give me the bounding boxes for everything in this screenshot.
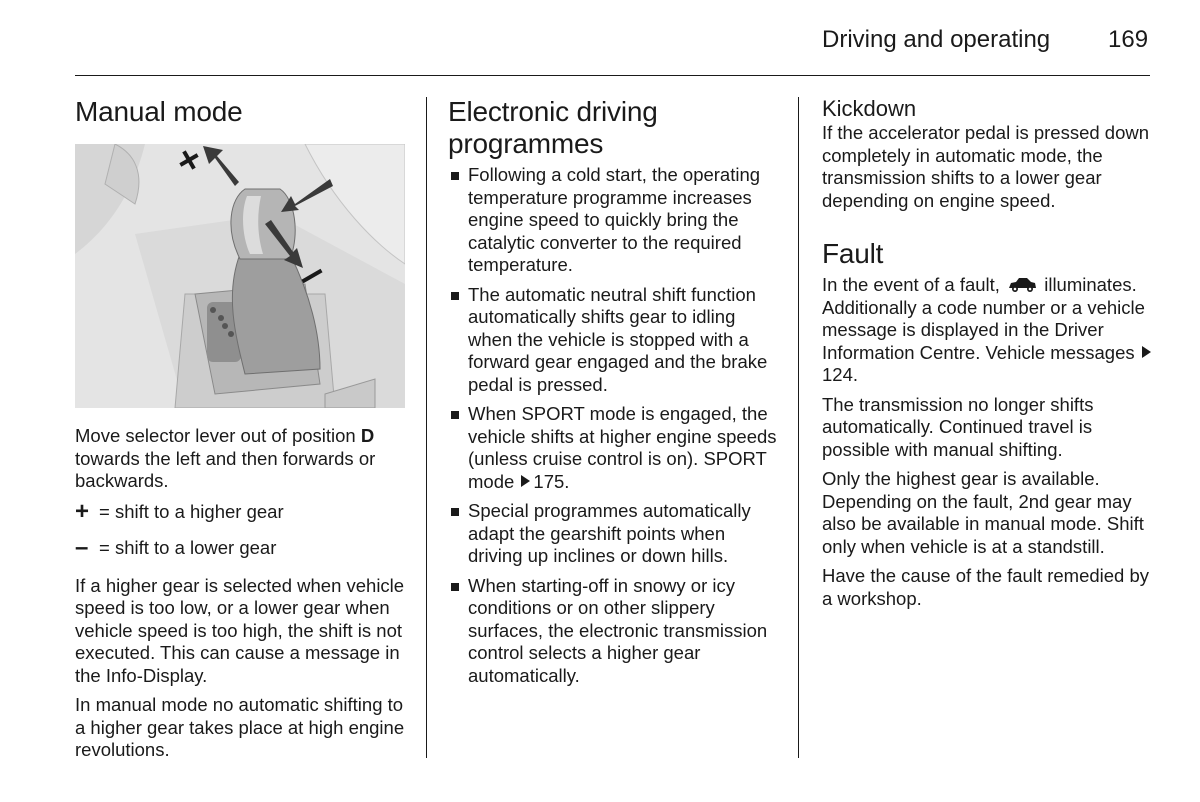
fault-heading: Fault [822,238,884,269]
fault-text-b: illuminates. Additionally a code number or a vehicle message is displayed in the Driver Information Centre. Vehicle messages [822,274,1145,363]
section-title: Driving and operating [822,26,1051,53]
page-reference-icon [1142,346,1151,358]
list-item: When starting-off in snowy or icy conditions or on other slippery surfaces, the electronic transmission control selects a higher gear automatically. [448,575,783,688]
list-item-text: When SPORT mode is engaged, the vehicle shifts at higher engine speeds (unless cruise control is on). SPORT mode [468,403,777,492]
page-reference: 124. [822,364,859,385]
intro-text-2: towards the left and then forwards or backwards. [75,447,376,491]
column-divider-2 [798,97,799,758]
fault-text-a: In the event of a fault, [822,274,1006,295]
high-revs-paragraph: In manual mode no automatic shifting to a higher gear takes place at high engine revolutions. [75,694,405,760]
plus-symbol: + [75,497,90,525]
page-reference: 175. [533,470,570,492]
plus-legend-text: = shift to a higher gear [99,500,284,522]
kickdown-heading: Kickdown [822,96,917,121]
intro-paragraph [75,425,410,493]
list-item: Following a cold start, the operating temperature programme increases engine speed to quickly bring the catalytic converter to the required temperature. [448,164,783,277]
programmes-list [448,164,783,687]
minus-symbol: – [75,533,89,561]
fault-paragraph-3: Only the highest gear is available. Depending on the fault, 2nd gear may also be available in manual mode. Shift only when vehicle is at a standstill. [822,468,1144,557]
header-rule [75,75,1150,76]
plus-legend [75,497,410,525]
minus-legend-text: = shift to a lower gear [99,536,277,558]
column-kickdown-fault [822,90,1157,610]
manual-mode-heading: Manual mode [75,96,243,127]
intro-text-1: Move selector lever out of position [75,425,361,446]
fault-paragraph-2: The transmission no longer shifts automatically. Continued travel is possible with manual shifting. [822,393,1094,460]
list-item [448,403,783,493]
fault-paragraph-4: Have the cause of the fault remedied by a workshop. [822,565,1150,609]
gear-selector-illustration [75,144,405,408]
fault-paragraph-1 [822,274,1157,387]
column-driving-programmes [448,90,783,687]
minus-legend [75,533,410,561]
car-warning-icon [1007,277,1037,293]
gear-selector-drawing [75,144,405,408]
column-manual-mode [75,90,410,762]
gear-selection-paragraph: If a higher gear is selected when vehicle speed is too low, or a lower gear when vehicle speed is too high, the shift is not executed. This can cause a message in the Info-Display. [75,574,405,686]
list-item: Special programmes automatically adapt the gearshift points when driving up inclines or down hills. [448,500,783,568]
column-divider-1 [426,97,427,758]
gear-position-d: D [360,425,375,446]
kickdown-paragraph: If the accelerator pedal is pressed down completely in automatic mode, the transmission shifts to a lower gear depending on engine speed. [822,122,1150,211]
list-item: The automatic neutral shift function automatically shifts gear to idling when the vehicle is stopped with a forward gear engaged and the brake pedal is pressed. [448,284,783,397]
page-reference-icon [521,475,530,487]
page-number: 169 [1108,26,1149,53]
driving-programmes-heading: Electronic driving programmes [448,96,658,159]
